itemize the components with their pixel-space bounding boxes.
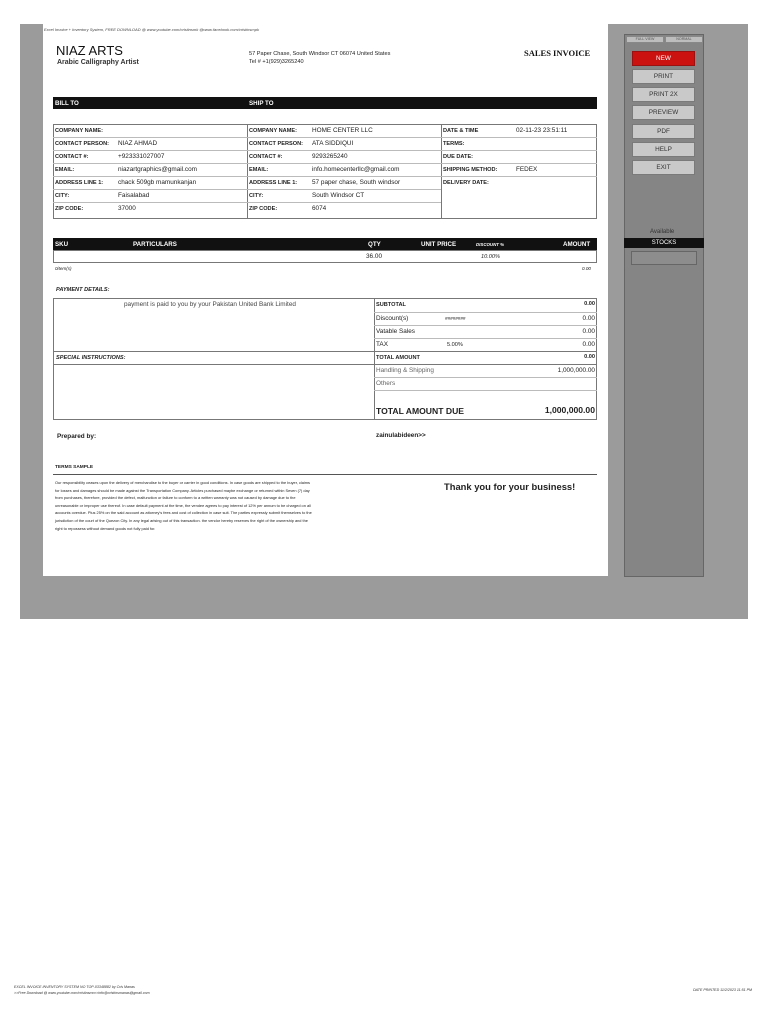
discount-value: 0.00 [582,315,595,322]
bill-phone-label: CONTACT #: [55,154,89,160]
print-button[interactable]: PRINT [632,69,695,84]
tax-value: 0.00 [582,341,595,348]
special-instructions-label: SPECIAL INSTRUCTIONS: [56,355,126,361]
thank-you-message: Thank you for your business! [444,481,576,492]
delivery-date-label: DELIVERY DATE: [443,180,489,186]
bill-zip-value[interactable]: 37000 [118,205,136,212]
row-line [53,364,597,365]
due-date-label: DUE DATE: [443,154,474,160]
row-line [374,312,597,313]
bill-ship-header-bar [53,97,597,109]
company-tel: Tel # +1(929)3265240 [249,59,304,65]
ship-city-label: CITY: [249,193,264,199]
preview-button[interactable]: PREVIEW [632,105,695,120]
help-button[interactable]: HELP [632,142,695,157]
ship-address-value[interactable]: 57 paper chase, South windsor [312,179,401,186]
row-qty[interactable]: 36.00 [366,253,382,260]
row-line [53,137,597,138]
total-amount-value: 0.00 [584,354,595,360]
ship-city-value[interactable]: South Windsor CT [312,192,365,199]
ship-company-value[interactable]: HOME CENTER LLC [312,127,373,134]
shipping-method-value[interactable]: FEDEX [516,166,538,173]
payment-totals-box [53,298,597,420]
vatable-label: Vatable Sales [376,328,415,335]
bill-to-label: BILL TO [55,100,79,107]
bill-phone-value[interactable]: +923331027007 [118,153,165,160]
row-line [374,377,597,378]
tab-normal[interactable]: NORMAL [665,36,703,43]
ship-company-label: COMPANY NAME: [249,128,297,134]
col-qty: QTY [368,241,381,248]
print-2x-button[interactable]: PRINT 2X [632,87,695,102]
bill-company-label: COMPANY NAME: [55,128,103,134]
tax-label: TAX [376,341,388,348]
col-discount: DISCOUNT % [476,242,505,247]
ship-zip-value[interactable]: 6074 [312,205,327,212]
bill-email-value[interactable]: niazartgraphics@gmail.com [118,166,197,173]
prepared-by-value[interactable]: zainulabideen>> [376,432,426,439]
stocks-header: STOCKS [624,238,704,248]
row-line [53,150,441,151]
ship-to-label: SHIP TO [249,100,274,107]
date-value[interactable]: 02-11-23 23:51:11 [516,127,568,134]
col-amount: AMOUNT [563,241,591,248]
row-line [53,351,597,352]
terms-line: unreasonable or improper use thereof. In case default payment at the time, the vendee agrees to pay interest of 12% per annum to be charged on all [55,502,311,508]
row-line [53,176,597,177]
col-particulars: PARTICULARS [133,241,177,248]
payment-details-label: PAYMENT DETAILS: [56,287,110,293]
total-due-value: 1,000,000.00 [544,405,595,415]
bill-address-label: ADDRESS LINE 1: [55,180,104,186]
subtotal-value: 0.00 [584,301,595,307]
document-title: SALES INVOICE [524,48,591,58]
terms-line: jurisdiction of the court of the Quezon City. In any legal arising out of this transaction. the vendor hereby reserves the right of the ownership and the [55,517,308,523]
total-amount-label: TOTAL AMOUNT [376,355,420,361]
terms-title: TERMS SAMPLE [55,465,94,470]
subtotal-label: SUBTOTAL [376,302,406,308]
pdf-button[interactable]: PDF [632,124,695,139]
terms-rule [53,474,597,475]
bill-contact-value[interactable]: NIAZ AHMAD [118,140,158,147]
terms-line: from purchases, therefore, provided the defect, malfunction or failure to conform to a written warranty was not caused by damage due to the [55,495,296,501]
divider [374,298,375,420]
bill-zip-label: ZIP CODE: [55,206,84,212]
row-line [53,202,441,203]
bill-email-label: EMAIL: [55,167,75,173]
bill-contact-label: CONTACT PERSON: [55,141,109,147]
divider [441,124,442,219]
tab-full-view[interactable]: FULL VIEW [626,36,664,43]
divider [247,124,248,219]
col-sku: SKU [55,241,69,248]
row-line [441,163,597,164]
ship-email-label: EMAIL: [249,167,269,173]
total-due-label: TOTAL AMOUNT DUE [376,406,465,416]
date-label: DATE & TIME [443,128,479,134]
header-note: Excel Invoice + Inventory System, FREE DOWNLOAD @ www.youtube.com/cristinsmk @www.facebook.com/cristinsmpk [44,27,259,32]
row-line [374,325,597,326]
items-total: 0.00 [582,266,591,271]
company-address: 57 Paper Chase, South Windsor CT 06074 United States [249,51,391,57]
items-count: 0item(s) [55,266,72,271]
shipping-method-label: SHIPPING METHOD: [443,167,498,173]
terms-body [55,479,415,532]
others-label: Others [376,380,396,387]
available-label: Available [650,229,675,235]
terms-line: Our responsibility ceases upon the delivery of merchandise to the buyer or carrier in good conditions. In case goods are shipped to the buyer, claims [55,480,310,485]
ship-phone-label: CONTACT #: [249,154,283,160]
discount-mid: ######## [445,316,466,321]
row-line [53,189,441,190]
prepared-by-label: Prepared by: [57,433,97,440]
row-line [53,163,441,164]
bill-city-value[interactable]: Faisalabad [118,192,150,199]
handling-value[interactable]: 1,000,000.00 [557,367,595,374]
footer-line: >>Free Download @ www.youtube.com/cristinsmcc>info@cristinsmanas@gmail.com [14,991,150,995]
discount-label: Discount(s) [376,315,409,322]
row-line [374,390,597,391]
row-line [441,150,597,151]
terms-line: accounts overdue. Plus 25% on the said account as attorney's fees and cost of collection in case suit. The parties expressly submit themselves to the [55,510,312,516]
bill-address-value[interactable]: chack 509gb mamunkanjan [118,179,197,186]
stocks-value-field[interactable] [631,251,697,265]
ship-email-value[interactable]: info.homecenterllc@gmail.com [312,166,400,173]
row-discount[interactable]: 10.00% [481,254,500,260]
bill-city-label: CITY: [55,193,70,199]
ship-phone-value[interactable]: 9293265240 [312,153,348,160]
new-button[interactable]: NEW [632,51,695,66]
terms-line: for losses and damages should be made against the Transportation Company. Articles purchased maybe exchange or returned within Seven (7) day [55,487,310,493]
date-printed: DATE PRINTED 11/2/2023 11:51 PM [693,988,752,992]
ship-zip-label: ZIP CODE: [249,206,278,212]
vatable-value: 0.00 [582,328,595,335]
terms-label: TERMS: [443,141,465,147]
col-unit-price: UNIT PRICE [421,241,457,248]
terms-line: right to repossess without demand goods not fully paid for. [55,525,156,531]
footer-line: EXCEL INVOICE INVENTORY SYSTEM NO TOP-03348882 by Cris Manas [14,985,135,989]
company-tagline: Arabic Calligraphy Artist [57,59,139,66]
ship-contact-value[interactable]: ATA SIDDIQUI [312,140,354,147]
payment-text[interactable]: payment is paid to you by your Pakistan United Bank Limited [124,301,296,308]
handling-label: Handling & Shipping [376,367,434,374]
exit-button[interactable]: EXIT [632,160,695,175]
table-row[interactable] [53,250,597,263]
company-name: NIAZ ARTS [56,43,123,58]
tax-rate[interactable]: 5.00% [447,342,463,348]
row-line [374,338,597,339]
ship-address-label: ADDRESS LINE 1: [249,180,298,186]
items-header-bar [53,238,597,250]
ship-contact-label: CONTACT PERSON: [249,141,303,147]
